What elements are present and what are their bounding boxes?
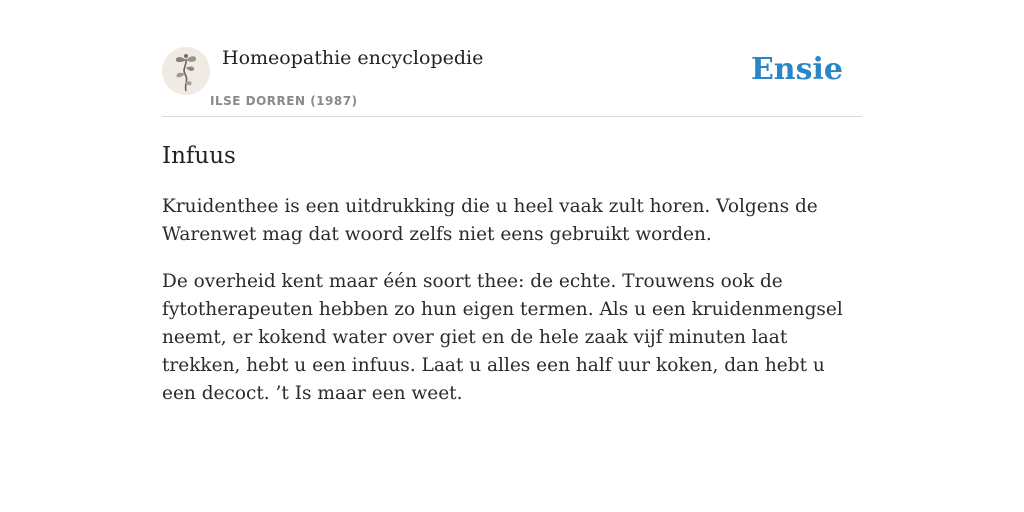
book-title-link[interactable]: Homeopathie encyclopedie: [222, 47, 484, 69]
entry-paragraph-2: De overheid kent maar één soort thee: de echte. Trouwens ook de fytotherapeuten hebben zo hun eigen termen. Als u een kruidenmengsel neemt, er kokend water over giet en de hele zaak vijf minuten laat trekken, hebt u een infuus. Laat u alles een half uur koken, dan hebt u een decoct. ’t Is maar een weet.: [162, 271, 843, 404]
book-header: [162, 44, 862, 117]
book-logo[interactable]: [162, 47, 210, 95]
ensie-logo-link[interactable]: Ensie: [750, 52, 843, 87]
author-label: ILSE DORREN (1987): [210, 94, 358, 108]
page-container: [162, 44, 862, 408]
entry-body: [162, 193, 862, 408]
herb-plant-icon: [162, 47, 210, 95]
entry-paragraph-1: Kruidenthee is een uitdrukking die u heel vaak zult horen. Volgens de Warenwet mag dat woord zelfs niet eens gebruikt worden.: [162, 196, 818, 245]
entry-title: Infuus: [162, 143, 236, 169]
